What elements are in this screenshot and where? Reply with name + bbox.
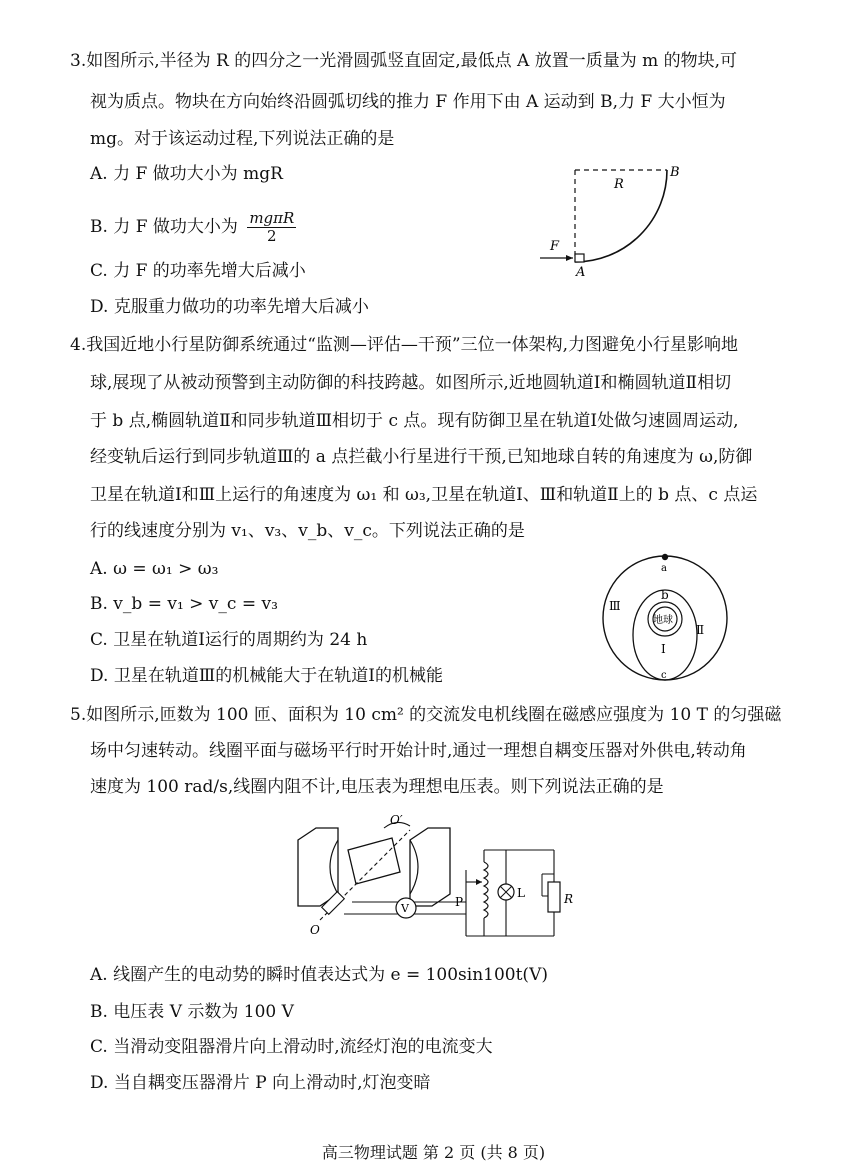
q4-label-II: Ⅱ: [696, 623, 705, 637]
q4-stem-line-4: 经变轨后运行到同步轨道Ⅲ的 a 点拦截小行星进行干预,已知地球自转的角速度为 ω,防御: [90, 447, 753, 467]
q3-label-F: F: [550, 239, 560, 254]
q4-label-earth: 地球: [653, 615, 673, 626]
q3-label-B: B: [670, 165, 680, 180]
q5-option-a: A. 线圈产生的电动势的瞬时值表达式为 e = 100sin100t(V): [90, 965, 548, 985]
q4-label-III: Ⅲ: [609, 599, 621, 613]
q4-stem-line-1: 4.我国近地小行星防御系统通过“监测—评估—干预”三位一体架构,力图避免小行星影响地: [70, 335, 739, 355]
q4-option-b: B. v_b = v₁ > v_c = v₃: [90, 594, 278, 614]
q3-option-b-fraction: [247, 210, 296, 245]
q3-stem-line-3: mg。对于该运动过程,下列说法正确的是: [90, 129, 395, 149]
q4-option-a: A. ω = ω₁ > ω₃: [90, 559, 219, 579]
q3-option-b: [90, 210, 296, 245]
q4-stem-line-5: 卫星在轨道Ⅰ和Ⅲ上运行的角速度为 ω₁ 和 ω₃,卫星在轨道Ⅰ、Ⅲ和轨道Ⅱ上的 b 点、c 点运: [90, 485, 758, 505]
q3-label-A: A: [576, 265, 586, 280]
q4-stem-line-6: 行的线速度分别为 v₁、v₃、v_b、v_c。下列说法正确的是: [90, 521, 525, 541]
q4-label-b: b: [661, 588, 669, 602]
q3-option-b-numerator: mgπR: [249, 209, 295, 227]
q4-option-c: C. 卫星在轨道Ⅰ运行的周期约为 24 h: [90, 630, 368, 650]
q5-option-c: C. 当滑动变阻器滑片向上滑动时,流经灯泡的电流变大: [90, 1037, 493, 1057]
q3-stem-line-1: 3.如图所示,半径为 R 的四分之一光滑圆弧竖直固定,最低点 A 放置一质量为 m 的物块,可: [70, 51, 738, 71]
q5-stem-line-3: 速度为 100 rad/s,线圈内阻不计,电压表为理想电压表。则下列说法正确的是: [90, 777, 664, 797]
q5-option-b: B. 电压表 V 示数为 100 V: [90, 1002, 294, 1022]
q5-label-V: V: [401, 902, 409, 915]
q5-magnet-left: [298, 828, 338, 906]
q3-force-arrowhead: [566, 255, 573, 261]
q5-stem-line-2: 场中匀速转动。线圈平面与磁场平行时开始计时,通过一理想自耦变压器对外供电,转动角: [90, 741, 747, 761]
q3-option-b-denominator: 2: [267, 227, 277, 245]
q3-label-R: R: [614, 177, 624, 192]
q5-label-L: L: [517, 886, 525, 900]
q3-block: [575, 254, 584, 262]
q4-stem-line-2: 球,展现了从被动预警到主动防御的科技跨越。如图所示,近地圆轨道Ⅰ和椭圆轨道Ⅱ相切: [90, 373, 732, 393]
q5-rheostat: [548, 882, 560, 912]
q5-stem-line-1: 5.如图所示,匝数为 100 匝、面积为 10 cm² 的交流发电机线圈在磁感应强度为 10 T 的匀强磁: [70, 705, 782, 725]
q4-stem-line-3: 于 b 点,椭圆轨道Ⅱ和同步轨道Ⅲ相切于 c 点。现有防御卫星在轨道Ⅰ处做匀速圆周运动,: [90, 411, 739, 431]
q5-generator-figure: [292, 810, 582, 945]
q4-label-a: a: [661, 563, 667, 574]
q5-label-P: P: [455, 895, 464, 909]
q4-point-a-dot: [662, 554, 668, 560]
q3-arc-figure: [530, 160, 690, 280]
q4-label-I: Ⅰ: [661, 642, 666, 656]
q5-label-R: R: [564, 892, 574, 906]
q5-option-d: D. 当自耦变压器滑片 P 向上滑动时,灯泡变暗: [90, 1073, 431, 1093]
q4-orbit-figure: [595, 548, 735, 688]
q3-option-c: C. 力 F 的功率先增大后减小: [90, 261, 306, 281]
q5-label-O-top: O′: [390, 813, 403, 827]
q5-autotransformer-coil: [484, 862, 488, 918]
q3-option-a: A. 力 F 做功大小为 mgR: [90, 164, 283, 184]
q4-orbit-II: [633, 590, 697, 680]
page-footer: 高三物理试题 第 2 页 (共 8 页): [321, 1143, 546, 1162]
q5-label-O-bottom: O: [310, 923, 320, 937]
q4-label-c: c: [661, 670, 667, 681]
q5-slider-P-arrowhead: [476, 879, 482, 885]
q3-stem-line-2: 视为质点。物块在方向始终沿圆弧切线的推力 F 作用下由 A 运动到 B,力 F 大小恒为: [90, 92, 726, 112]
q3-option-d: D. 克服重力做功的功率先增大后减小: [90, 297, 369, 317]
q4-option-d: D. 卫星在轨道Ⅲ的机械能大于在轨道Ⅰ的机械能: [90, 666, 443, 686]
q5-coil: [348, 838, 400, 884]
q5-magnet-right: [410, 828, 450, 906]
q3-option-b-prefix: B. 力 F 做功大小为: [90, 217, 238, 237]
